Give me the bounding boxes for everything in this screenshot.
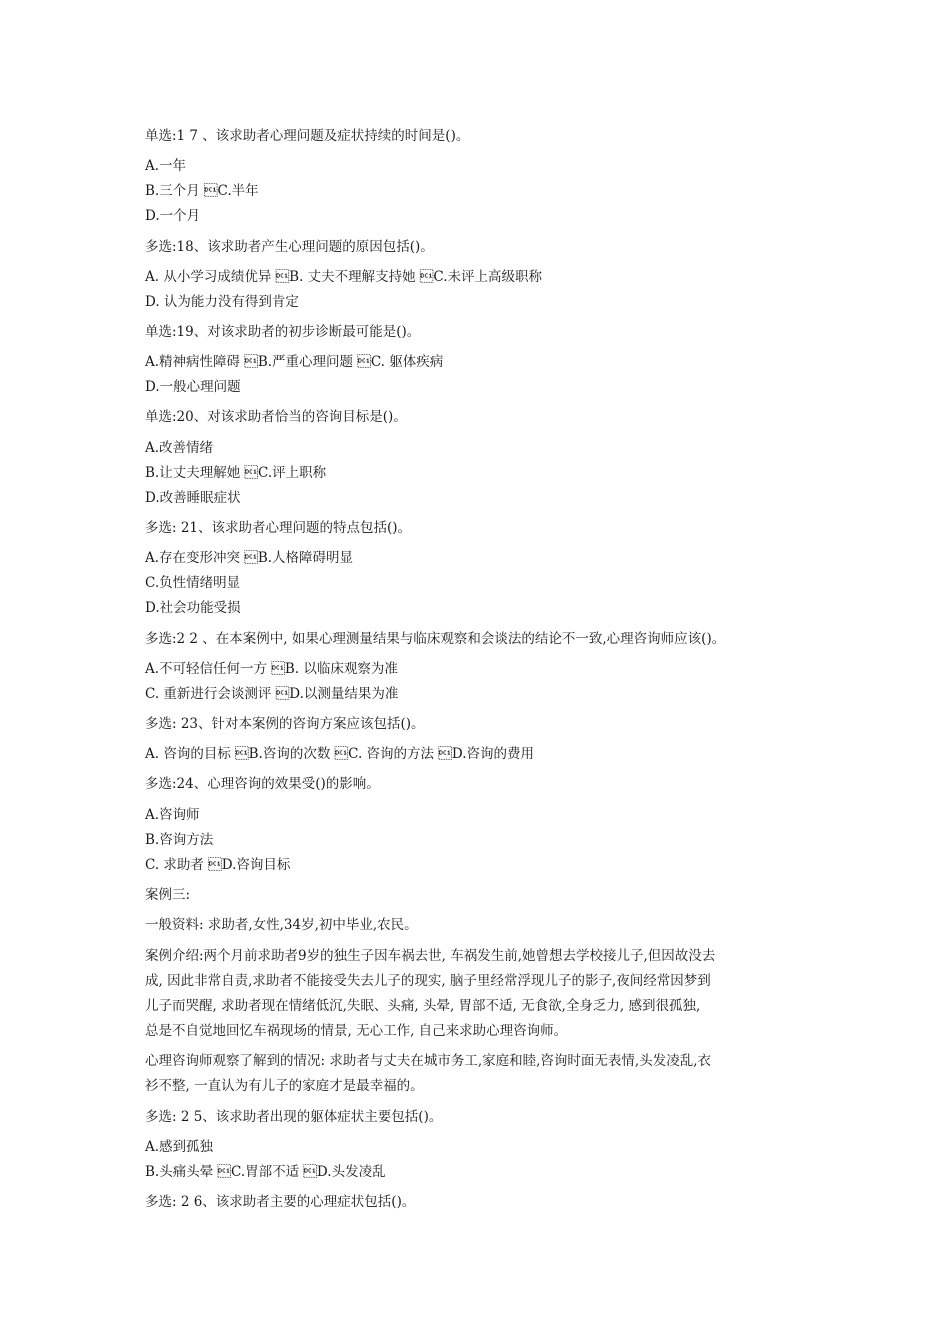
option-line: A. 从小学习成绩优异 B. 丈夫不理解支持她 C.未评上高级职称 [145,269,543,285]
option-line: A.不可轻信任何一方 B. 以临床观察为准 [145,661,398,677]
question-23: 多选: 23、针对本案例的咨询方案应该包括()。 [145,716,425,732]
case-heading: 案例三: [145,887,191,903]
case-intro-line: 案例介绍:两个月前求助者9岁的独生子因车祸去世, 车祸发生前,她曾想去学校接儿子,但因故没去 [145,948,716,964]
option-line: D.一个月 [145,208,201,224]
case-general-info: 一般资料: 求助者,女性,34岁,初中毕业,农民。 [145,917,418,933]
question-25: 多选: 2 5、该求助者出现的躯体症状主要包括()。 [145,1109,443,1125]
question-21: 多选: 21、该求助者心理问题的特点包括()。 [145,520,412,536]
option-line: A.存在变形冲突 B.人格障碍明显 [145,550,354,566]
option-line: D.改善睡眠症状 [145,490,241,506]
case-observation-line: 心理咨询师观察了解到的情况: 求助者与丈夫在城市务工,家庭和睦,咨询时面无表情,头发凌乱,衣 [145,1053,712,1069]
option-line: C.负性情绪明显 [145,575,241,591]
question-19: 单选:19、对该求助者的初步诊断最可能是()。 [145,324,421,340]
option-line: A.精神病性障碍 B.严重心理问题 C. 躯体疾病 [145,354,444,370]
case-intro-line: 总是不自觉地回忆车祸现场的情景, 无心工作, 自己来求助心理咨询师。 [145,1023,568,1039]
question-17: 单选:1 7 、该求助者心理问题及症状持续的时间是()。 [145,128,470,144]
option-line: A.咨询师 [145,807,200,823]
question-18: 多选:18、该求助者产生心理问题的原因包括()。 [145,239,434,255]
option-line: A.改善情绪 [145,440,214,456]
option-line: A.感到孤独 [145,1139,214,1155]
option-line: A.一年 [145,158,187,174]
option-line: C. 求助者 D.咨询目标 [145,857,291,873]
case-intro-line: 儿子而哭醒, 求助者现在情绪低沉,失眠、头痛, 头晕, 胃部不适, 无食欲,全身乏力, 感到很孤独, [145,998,701,1014]
option-line: A. 咨询的目标 B.咨询的次数 C. 咨询的方法 D.咨询的费用 [145,746,534,762]
case-intro-line: 成, 因此非常自责,求助者不能接受失去儿子的现实, 脑子里经常浮现儿子的影子,夜间经常因梦到 [145,973,711,989]
question-22: 多选:2 2 、在本案例中, 如果心理测量结果与临床观察和会谈法的结论不一致,心理咨询师应该()。 [145,631,726,647]
question-24: 多选:24、心理咨询的效果受()的影响。 [145,776,380,792]
option-line: D. 认为能力没有得到肯定 [145,294,299,310]
option-line: B.三个月 C.半年 [145,183,259,199]
question-20: 单选:20、对该求助者恰当的咨询目标是()。 [145,409,407,425]
case-observation-line: 衫不整, 一直认为有儿子的家庭才是最幸福的。 [145,1078,424,1094]
option-line: D.一般心理问题 [145,379,241,395]
option-line: B.头痛头晕 C.胃部不适 D.头发凌乱 [145,1164,386,1180]
option-line: B.咨询方法 [145,832,214,848]
question-26: 多选: 2 6、该求助者主要的心理症状包括()。 [145,1194,416,1210]
option-line: D.社会功能受损 [145,600,241,616]
option-line: C. 重新进行会谈测评 D.以测量结果为准 [145,686,399,702]
option-line: B.让丈夫理解她 C.评上职称 [145,465,327,481]
